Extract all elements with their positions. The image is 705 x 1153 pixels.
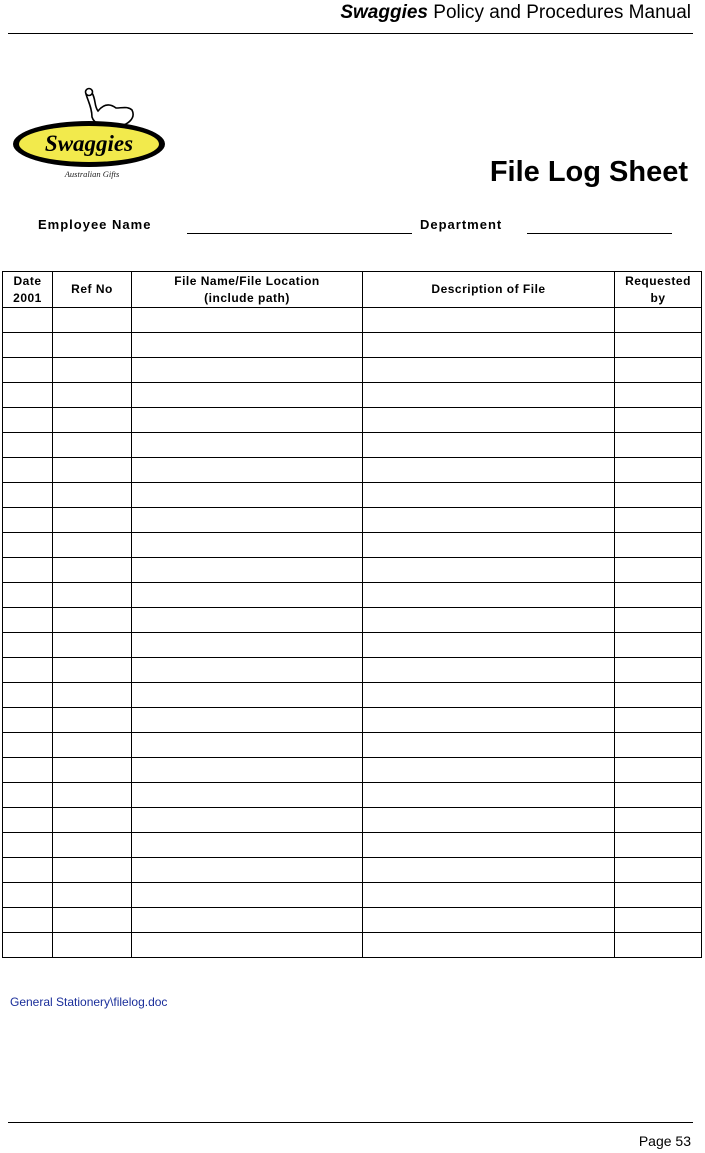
table-cell[interactable] (3, 683, 53, 708)
table-cell[interactable] (3, 858, 53, 883)
table-cell[interactable] (132, 708, 363, 733)
column-header-ref-no (53, 272, 132, 308)
table-row (3, 433, 702, 458)
table-row (3, 358, 702, 383)
table-cell[interactable] (3, 408, 53, 433)
table-row (3, 458, 702, 483)
table-cell[interactable] (132, 733, 363, 758)
manual-brand: Swaggies (340, 2, 429, 23)
table-row (3, 658, 702, 683)
table-cell[interactable] (615, 358, 702, 383)
table-cell[interactable] (53, 508, 132, 533)
table-cell[interactable] (53, 733, 132, 758)
table-row (3, 908, 702, 933)
table-cell[interactable] (3, 633, 53, 658)
table-cell[interactable] (132, 908, 363, 933)
table-cell[interactable] (132, 358, 363, 383)
table-cell[interactable] (53, 458, 132, 483)
logo-tagline: Australian Gifts (64, 169, 120, 179)
table-cell[interactable] (615, 383, 702, 408)
table-row (3, 858, 702, 883)
table-cell[interactable] (53, 633, 132, 658)
table-cell[interactable] (132, 933, 363, 958)
table-cell[interactable] (3, 908, 53, 933)
table-cell[interactable] (132, 683, 363, 708)
table-cell[interactable] (132, 758, 363, 783)
table-cell[interactable] (132, 508, 363, 533)
table-cell[interactable] (363, 658, 615, 683)
table-cell[interactable] (615, 783, 702, 808)
table-row (3, 333, 702, 358)
table-cell[interactable] (3, 608, 53, 633)
table-cell[interactable] (3, 308, 53, 333)
table-row (3, 508, 702, 533)
manual-title (340, 2, 691, 24)
table-cell[interactable] (363, 508, 615, 533)
table-cell[interactable] (132, 433, 363, 458)
table-cell[interactable] (615, 833, 702, 858)
table-cell[interactable] (363, 558, 615, 583)
table-cell[interactable] (615, 758, 702, 783)
department-field[interactable] (527, 233, 672, 234)
table-cell[interactable] (363, 883, 615, 908)
table-row (3, 308, 702, 333)
table-row (3, 383, 702, 408)
table-cell[interactable] (615, 633, 702, 658)
table-cell[interactable] (53, 558, 132, 583)
department-label: Department (420, 217, 503, 232)
table-cell[interactable] (132, 808, 363, 833)
table-cell[interactable] (615, 308, 702, 333)
header-rule (8, 33, 693, 34)
table-cell[interactable] (363, 808, 615, 833)
table-cell[interactable] (53, 683, 132, 708)
table-cell[interactable] (132, 583, 363, 608)
employee-name-label: Employee Name (38, 217, 152, 232)
column-header-line: File Name/File Location (174, 273, 320, 288)
column-header-line: Ref No (71, 282, 113, 296)
table-cell[interactable] (615, 483, 702, 508)
table-cell[interactable] (3, 508, 53, 533)
file-path-link[interactable]: General Stationery\filelog.doc (10, 995, 168, 1009)
table-cell[interactable] (615, 558, 702, 583)
table-cell[interactable] (132, 533, 363, 558)
table-cell[interactable] (3, 533, 53, 558)
table-cell[interactable] (53, 358, 132, 383)
table-row (3, 758, 702, 783)
table-cell[interactable] (363, 758, 615, 783)
table-cell[interactable] (3, 383, 53, 408)
table-cell[interactable] (53, 408, 132, 433)
table-cell[interactable] (363, 433, 615, 458)
table-cell[interactable] (53, 933, 132, 958)
table-row (3, 883, 702, 908)
table-cell[interactable] (3, 583, 53, 608)
table-cell[interactable] (132, 558, 363, 583)
table-cell[interactable] (53, 858, 132, 883)
table-cell[interactable] (3, 658, 53, 683)
table-cell[interactable] (363, 858, 615, 883)
table-cell[interactable] (615, 583, 702, 608)
table-cell[interactable] (53, 708, 132, 733)
table-cell[interactable] (363, 908, 615, 933)
column-header-requested-by (615, 272, 702, 308)
document-title: File Log Sheet (489, 156, 688, 188)
table-cell[interactable] (53, 758, 132, 783)
table-cell[interactable] (53, 583, 132, 608)
table-cell[interactable] (363, 383, 615, 408)
table-cell[interactable] (3, 483, 53, 508)
table-cell[interactable] (363, 358, 615, 383)
manual-title-rest: Policy and Procedures Manual (428, 2, 691, 23)
table-row (3, 483, 702, 508)
table-cell[interactable] (132, 333, 363, 358)
table-header-row (3, 272, 702, 308)
column-header-line: by (650, 290, 666, 305)
table-cell[interactable] (3, 933, 53, 958)
page-number: Page 53 (638, 1133, 691, 1149)
table-cell[interactable] (615, 908, 702, 933)
table-cell[interactable] (132, 783, 363, 808)
table-row (3, 933, 702, 958)
table-cell[interactable] (615, 683, 702, 708)
table-cell[interactable] (53, 808, 132, 833)
table-cell[interactable] (3, 333, 53, 358)
table-cell[interactable] (53, 483, 132, 508)
table-cell[interactable] (53, 883, 132, 908)
table-cell[interactable] (363, 308, 615, 333)
table-row (3, 558, 702, 583)
table-cell[interactable] (132, 883, 363, 908)
table-row (3, 683, 702, 708)
table-cell[interactable] (615, 458, 702, 483)
table-cell[interactable] (3, 833, 53, 858)
table-row (3, 783, 702, 808)
table-cell[interactable] (3, 458, 53, 483)
table-row (3, 533, 702, 558)
table-cell[interactable] (615, 508, 702, 533)
table-cell[interactable] (3, 358, 53, 383)
table-cell[interactable] (363, 933, 615, 958)
column-header-line: Requested (625, 273, 691, 288)
table-cell[interactable] (53, 833, 132, 858)
table-cell[interactable] (3, 558, 53, 583)
table-row (3, 583, 702, 608)
column-header-line: 2001 (13, 290, 42, 305)
table-cell[interactable] (132, 633, 363, 658)
table-row (3, 833, 702, 858)
employee-name-field[interactable] (187, 233, 412, 234)
table-cell[interactable] (615, 708, 702, 733)
table-cell[interactable] (53, 308, 132, 333)
table-cell[interactable] (132, 483, 363, 508)
table-cell[interactable] (615, 883, 702, 908)
table-cell[interactable] (363, 733, 615, 758)
table-cell[interactable] (363, 608, 615, 633)
table-cell[interactable] (615, 808, 702, 833)
table-cell[interactable] (615, 933, 702, 958)
table-cell[interactable] (132, 308, 363, 333)
table-cell[interactable] (132, 858, 363, 883)
table-cell[interactable] (363, 483, 615, 508)
table-cell[interactable] (363, 633, 615, 658)
column-header-line: Description of File (431, 282, 546, 296)
table-row (3, 408, 702, 433)
table-cell[interactable] (132, 608, 363, 633)
table-cell[interactable] (3, 433, 53, 458)
logo-text: Swaggies (44, 131, 134, 156)
table-cell[interactable] (53, 533, 132, 558)
table-cell[interactable] (132, 408, 363, 433)
table-cell[interactable] (363, 708, 615, 733)
table-cell[interactable] (615, 733, 702, 758)
table-cell[interactable] (3, 708, 53, 733)
table-cell[interactable] (363, 783, 615, 808)
table-cell[interactable] (132, 383, 363, 408)
table-cell[interactable] (53, 908, 132, 933)
table-row (3, 808, 702, 833)
file-log-table (2, 271, 702, 958)
table-cell[interactable] (615, 433, 702, 458)
table-row (3, 708, 702, 733)
table-cell[interactable] (3, 808, 53, 833)
table-cell[interactable] (53, 333, 132, 358)
table-cell[interactable] (615, 533, 702, 558)
table-body (3, 308, 702, 958)
swaggies-logo (12, 84, 167, 182)
table-cell[interactable] (132, 833, 363, 858)
table-cell[interactable] (3, 758, 53, 783)
table-cell[interactable] (363, 333, 615, 358)
table-cell[interactable] (3, 733, 53, 758)
footer-rule (8, 1122, 693, 1123)
table-cell[interactable] (53, 383, 132, 408)
table-cell[interactable] (53, 783, 132, 808)
column-header-file-name (132, 272, 363, 308)
table-cell[interactable] (615, 658, 702, 683)
table-cell[interactable] (132, 458, 363, 483)
table-cell[interactable] (132, 658, 363, 683)
column-header-line: Date (13, 273, 42, 288)
table-cell[interactable] (363, 683, 615, 708)
column-header-description (363, 272, 615, 308)
table-cell[interactable] (3, 883, 53, 908)
table-cell[interactable] (615, 858, 702, 883)
table-row (3, 733, 702, 758)
table-cell[interactable] (615, 333, 702, 358)
column-header-date (3, 272, 53, 308)
table-cell[interactable] (53, 608, 132, 633)
table-cell[interactable] (363, 583, 615, 608)
table-row (3, 608, 702, 633)
table-cell[interactable] (363, 533, 615, 558)
table-cell[interactable] (363, 833, 615, 858)
table-cell[interactable] (615, 408, 702, 433)
table-cell[interactable] (363, 408, 615, 433)
table-cell[interactable] (363, 458, 615, 483)
table-cell[interactable] (53, 433, 132, 458)
column-header-line: (include path) (204, 290, 290, 305)
table-row (3, 633, 702, 658)
table-cell[interactable] (615, 608, 702, 633)
table-cell[interactable] (53, 658, 132, 683)
table-cell[interactable] (3, 783, 53, 808)
